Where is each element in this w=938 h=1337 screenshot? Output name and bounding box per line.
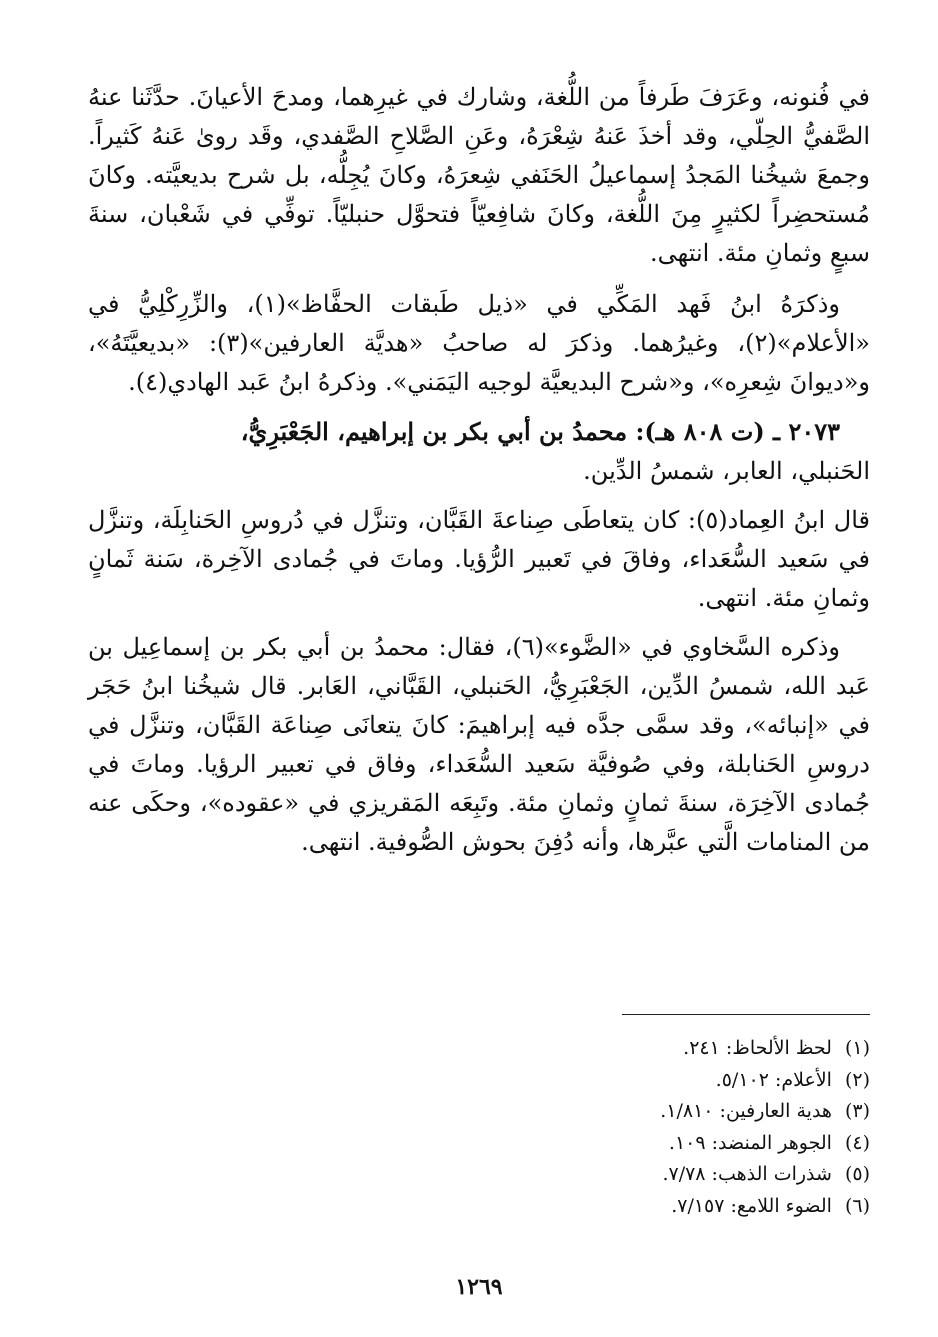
footnote-text: الجوهر المنضد: ١٠٩.	[668, 1131, 832, 1154]
footnote-text: شذرات الذهب: ٧/٧٨.	[662, 1163, 832, 1185]
paragraph-references: وذكرَهُ ابنُ فَهد المَكِّي في «ذيل طَبقات الحفَّاظ»(١)، والزِّرِكْلِيُّ في «الأعلام»(٢)، وغيرُهما. وذكرَ له صاحبُ «هديَّة العارفين»(٣): «بديعيَّتَهُ»، و«ديوانَ شِعرِه»، و«شرح البديعيَّة لوجيه اليَمَني». وذكرهُ ابنُ عَبد الهادي(٤).	[88, 290, 870, 396]
book-page	[88, 78, 870, 1318]
footnote-text: الأعلام: ٥/١٠٢.	[715, 1068, 832, 1091]
footnote-divider	[622, 1014, 870, 1015]
footnote-item	[470, 1191, 870, 1223]
footnote-item	[470, 1096, 870, 1128]
footnote-number: (٥)	[844, 1163, 870, 1185]
entry-heading-continuation: الحَنبلي، العابر، شمسُ الدِّين.	[583, 457, 870, 485]
footnote-number: (٣)	[844, 1100, 870, 1122]
footnote-text: هدية العارفين: ١/٨١٠.	[660, 1100, 832, 1122]
footnotes	[470, 1033, 870, 1222]
footnote-item	[470, 1065, 870, 1097]
paragraph-biography-continuation: في فُنونه، وعَرَفَ طَرفاً من اللُّغة، وشارك في غيرِهما، ومدحَ الأعيانَ. حدَّثَنا عنهُ الصَّفيُّ الحِلّي، وقد أخذَ عَنهُ شِعْرَهُ، وعَنِ الصَّلاحِ الصَّفدي، وقَد روىٰ عَنهُ كَثيراً. وجمعَ شيخُنا المَجدُ إسماعيلُ الحَنَفي شِعرَهُ، وكانَ يُجِلُّه، بل شرح بديعيَّته. وكانَ مُستحضِراً لكثيرٍ مِنَ اللُّغة، وكانَ شافِعيّاً فتحوَّل حنبليّاً. توفِّي في شَعْبان، سنةَ سبعٍ وثمانِ مئة. انتهى.	[88, 83, 870, 267]
page-number: ١٢٦٩	[455, 1274, 503, 1300]
footnote-number: (٦)	[844, 1194, 870, 1217]
footnote-number: (١)	[844, 1037, 870, 1059]
footnote-item	[470, 1159, 870, 1191]
footnote-item	[470, 1128, 870, 1160]
entry-2073	[88, 412, 870, 491]
footnote-number: (٢)	[844, 1068, 870, 1091]
entry-heading: ٢٠٧٣ ـ (ت ٨٠٨ هـ): محمدُ بن أبي بكر بن إبراهيم، الجَعْبَرِيُّ،	[240, 417, 840, 446]
footnote-item	[470, 1033, 870, 1065]
footnote-number: (٤)	[844, 1131, 870, 1154]
paragraph-sakhawi-quote: وذكره السَّخاوي في «الضَّوء»(٦)، فقال: محمدُ بن أبي بكر بن إسماعِيل بن عَبد الله، شمسُ الدِّين، الجَعْبَرِيُّ، الحَنبلي، القَبَّاني، العَابر. قال شيخُنا ابنُ حَجَر في «إنبائه»، وقد سمَّى جدَّه فيه إبراهيمَ: كانَ يتعانَى صِناعَة القَبَّان، وتنزَّل في دروسِ الحَنابلة، وفي صُوفيَّة سَعيد السُّعَداء، وفاق في تعبير الرؤيا. وماتَ في جُمادى الآخِرَة، سنةَ ثمانٍ وثمانِ مئة. وتَبِعَه المَقريزي في «عقوده»، وحكَى عنه من المنامات الَّتي عبَّرها، وأنه دُفِنَ بحوش الصُّوفية. انتهى.	[88, 633, 870, 856]
footnote-text: الضوء اللامع: ٧/١٥٧.	[671, 1194, 832, 1217]
paragraph-ibn-al-imad-quote: قال ابنُ العِماد(٥): كان يتعاطَى صِناعةَ القَبَّان، وتنزَّل في دُروسِ الحَنابِلَة، وتنزَّل في سَعيد السُّعَداء، وفاقَ في تَعبير الرُّؤيا. وماتَ في جُمادى الآخِرة، سَنة ثَمانٍ وثمانِ مئة. انتهى.	[88, 506, 870, 612]
footnote-text: لحظ الألحاظ: ٢٤١.	[683, 1037, 832, 1059]
